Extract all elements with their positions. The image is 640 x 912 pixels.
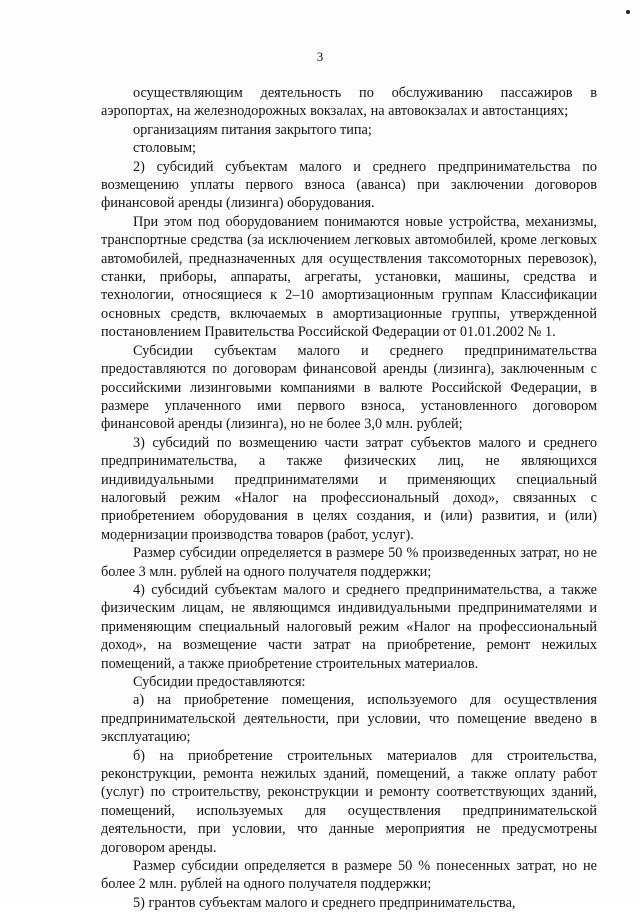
scan-speck xyxy=(626,10,630,14)
paragraph: а) на приобретение помещения, используемого для осуществления предпринимательской деятельности, при условии, что помещение введено в эксплуатацию; xyxy=(101,692,597,746)
paragraph: 5) грантов субъектам малого и среднего предпринимательства, xyxy=(133,894,516,911)
paragraph: Субсидии предоставляются: xyxy=(133,674,306,690)
paragraph: 3) субсидий по возмещению части затрат субъектов малого и среднего предпринимательства, а также физических лиц, не являющихся индивидуальными предпринимателями и применяющих специальный налоговый режим «Налог на профессиональный доход», связанных с приобретением оборудования в целях создания, и (или) развития, и (или) модернизации производства товаров (работ, услуг). xyxy=(101,434,597,543)
paragraph: столовым; xyxy=(133,140,197,157)
paragraph: 4) субсидий субъектам малого и среднего предпринимательства, а также физическим лицам, не являющимся индивидуальными предпринимателями и применяющим специальный налоговый режим «Налог на профессиональный доход», на возмещение части затрат на приобретение, ремонт нежилых помещений, а также приобретение строительных материалов. xyxy=(101,581,597,672)
document-body xyxy=(101,84,597,912)
paragraph: Размер субсидии определяется в размере 50 % понесенных затрат, но не более 2 млн. рублей на одного получателя поддержки; xyxy=(101,858,597,893)
paragraph: При этом под оборудованием понимаются новые устройства, механизмы, транспортные средства (за исключением легковых автомобилей, кроме легковых автомобилей, предназначенных для осуществления таксомоторных перевозок), станки, приборы, аппараты, агрегаты, установки, машины, средства и технологии, относящиеся к 2–10 амортизационным группам Классификации основных средств, включаемых в амортизационные группы, утвержденной постановлением Правительства Российской Федерации от 01.01.2002 № 1. xyxy=(101,213,597,341)
paragraph: б) на приобретение строительных материалов для строительства, реконструкции, ремонта нежилых зданий, помещений, а также оплату работ (услуг) по строительству, реконструкции и ремонту соответствующих зданий, помещений, используемых для осуществления предпринимательской деятельности, при условии, что данные мероприятия не предусмотрены договором аренды. xyxy=(101,747,597,856)
page-number: 3 xyxy=(316,49,324,64)
paragraph: организациям питания закрытого типа; xyxy=(133,121,372,138)
paragraph: 2) субсидий субъектам малого и среднего предпринимательства по возмещению уплаты первого взноса (аванса) при заключении договоров финансовой аренды (лизинга) оборудования. xyxy=(101,158,597,212)
paragraph: Размер субсидии определяется в размере 50 % произведенных затрат, но не более 3 млн. рублей на одного получателя поддержки; xyxy=(101,545,597,580)
paragraph: Субсидии субъектам малого и среднего предпринимательства предоставляются по договорам финансовой аренды (лизинга), заключенным с российскими лизинговыми компаниями в валюте Российской Федерации, в размере уплаченного ими первого взноса, установленного договором финансовой аренды (лизинга), но не более 3,0 млн. рублей; xyxy=(101,342,597,433)
paragraph: осуществляющим деятельность по обслуживанию пассажиров в аэропортах, на железнодорожных вокзалах, на автовокзалах и автостанциях; xyxy=(101,85,597,120)
